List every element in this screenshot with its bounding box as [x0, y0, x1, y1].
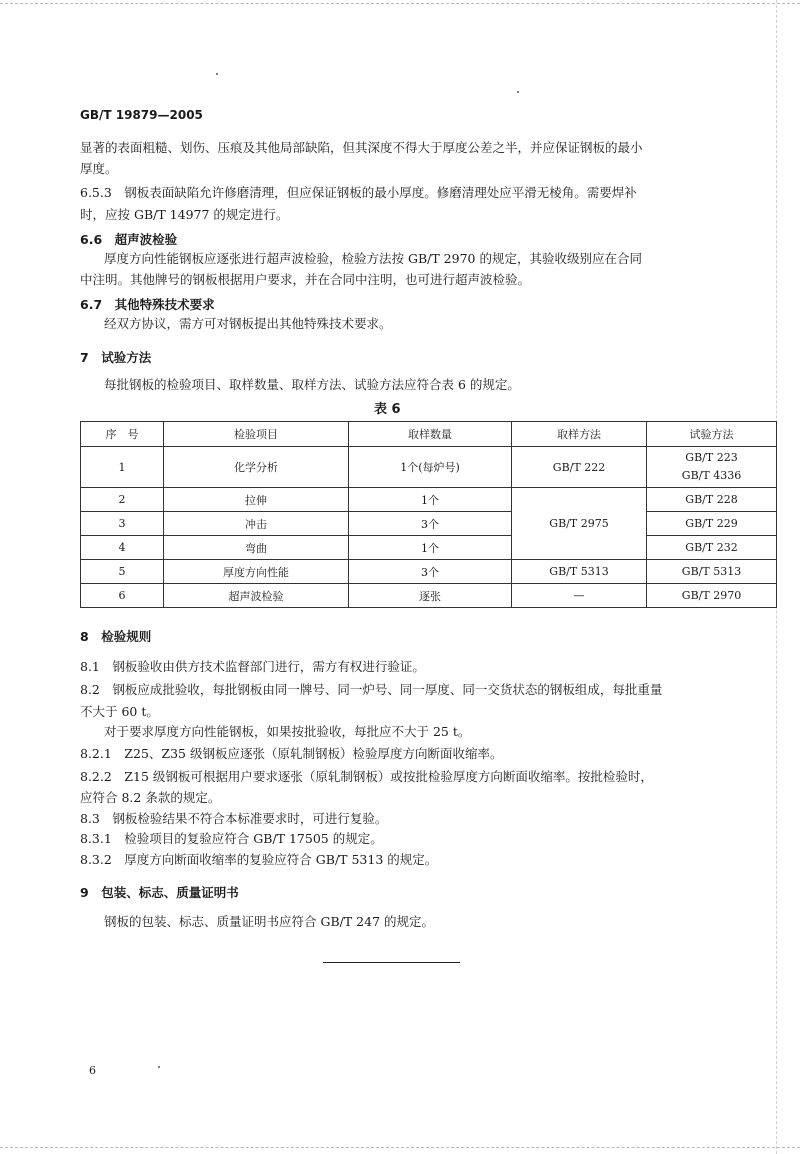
paragraph: 8.2.1 Z25、Z35 级钢板应逐张（原轧制钢板）检验厚度方向断面收缩率。 — [80, 746, 503, 761]
section-heading-8: 8 检验规则 — [80, 629, 152, 644]
column-header: 取样数量 — [349, 422, 512, 447]
column-header: 序 号 — [81, 422, 164, 447]
table-6 — [80, 421, 777, 608]
paragraph: 8.3 钢板检验结果不符合本标准要求时，可进行复验。 — [80, 811, 388, 826]
cell-item: 化学分析 — [164, 447, 349, 488]
cell-no: 5 — [81, 560, 164, 584]
cell-qty: 1个(每炉号) — [349, 447, 512, 488]
cell-qty: 逐张 — [349, 584, 512, 608]
paragraph: 钢板的包装、标志、质量证明书应符合 GB/T 247 的规定。 — [104, 914, 434, 929]
document-header: GB/T 19879—2005 — [80, 108, 203, 122]
scan-speck — [158, 1066, 160, 1068]
paragraph: 6.5.3 钢板表面缺陷允许修磨清理，但应保证钢板的最小厚度。修磨清理处应平滑无棱角。需要焊补 — [80, 185, 637, 200]
end-rule — [323, 962, 460, 963]
table-header-row — [81, 422, 777, 447]
cell-test: GB/T 5313 — [647, 560, 777, 584]
table-row — [81, 560, 777, 584]
paragraph: 中注明。其他牌号的钢板根据用户要求，并在合同中注明，也可进行超声波检验。 — [80, 272, 531, 287]
cell-test: GB/T 2970 — [647, 584, 777, 608]
cell-sampling: GB/T 5313 — [512, 560, 647, 584]
cell-sampling: GB/T 222 — [512, 447, 647, 488]
paragraph: 厚度。 — [80, 161, 118, 176]
cell-no: 1 — [81, 447, 164, 488]
cell-test — [647, 447, 777, 488]
paragraph: 显著的表面粗糙、划伤、压痕及其他局部缺陷，但其深度不得大于厚度公差之半，并应保证钢板的最小 — [80, 140, 643, 155]
section-heading-6-6: 6.6 超声波检验 — [80, 232, 178, 247]
scan-edge-bottom — [0, 1147, 800, 1148]
cell-qty: 1个 — [349, 536, 512, 560]
table-row — [81, 488, 777, 512]
cell-qty: 3个 — [349, 560, 512, 584]
paragraph: 对于要求厚度方向性能钢板，如果按批验收，每批应不大于 25 t。 — [104, 724, 471, 739]
cell-sampling: — — [512, 584, 647, 608]
cell-test-line: GB/T 223 — [685, 451, 738, 464]
paragraph: 经双方协议，需方可对钢板提出其他特殊技术要求。 — [104, 316, 392, 331]
paragraph: 应符合 8.2 条款的规定。 — [80, 790, 221, 805]
cell-item: 冲击 — [164, 512, 349, 536]
cell-test-line: GB/T 4336 — [681, 469, 742, 482]
page-number: 6 — [89, 1064, 96, 1077]
table-caption: 表 6 — [374, 402, 401, 417]
section-heading-9: 9 包装、标志、质量证明书 — [80, 885, 239, 900]
scan-edge-top — [0, 3, 800, 4]
paragraph: 8.3.2 厚度方向断面收缩率的复验应符合 GB/T 5313 的规定。 — [80, 852, 438, 867]
scan-speck — [517, 91, 519, 93]
paragraph: 不大于 60 t。 — [80, 704, 159, 719]
column-header: 检验项目 — [164, 422, 349, 447]
cell-test: GB/T 228 — [647, 488, 777, 512]
column-header: 试验方法 — [647, 422, 777, 447]
section-heading-7: 7 试验方法 — [80, 350, 152, 365]
column-header: 取样方法 — [512, 422, 647, 447]
cell-no: 2 — [81, 488, 164, 512]
paragraph: 8.1 钢板验收由供方技术监督部门进行，需方有权进行验证。 — [80, 659, 425, 674]
cell-qty: 1个 — [349, 488, 512, 512]
cell-no: 4 — [81, 536, 164, 560]
table-row — [81, 512, 777, 536]
cell-no: 6 — [81, 584, 164, 608]
scan-speck — [216, 73, 218, 75]
paragraph: 8.2 钢板应成批验收，每批钢板由同一牌号、同一炉号、同一厚度、同一交货状态的钢板组成，每批重量 — [80, 682, 663, 697]
cell-qty: 3个 — [349, 512, 512, 536]
paragraph: 时，应按 GB/T 14977 的规定进行。 — [80, 207, 289, 222]
cell-sampling: GB/T 2975 — [512, 488, 647, 560]
paragraph: 厚度方向性能钢板应逐张进行超声波检验，检验方法按 GB/T 2970 的规定，其验收级别应在合同 — [104, 251, 642, 266]
table-row — [81, 536, 777, 560]
cell-item: 拉伸 — [164, 488, 349, 512]
table-row — [81, 584, 777, 608]
section-heading-6-7: 6.7 其他特殊技术要求 — [80, 297, 215, 312]
cell-test: GB/T 229 — [647, 512, 777, 536]
paragraph: 8.3.1 检验项目的复验应符合 GB/T 17505 的规定。 — [80, 831, 383, 846]
paragraph: 8.2.2 Z15 级钢板可根据用户要求逐张（原轧制钢板）或按批检验厚度方向断面收缩率。按批检验时， — [80, 769, 653, 784]
paragraph: 每批钢板的检验项目、取样数量、取样方法、试验方法应符合表 6 的规定。 — [104, 377, 520, 392]
cell-no: 3 — [81, 512, 164, 536]
table-row — [81, 447, 777, 488]
cell-item: 超声波检验 — [164, 584, 349, 608]
cell-item: 厚度方向性能 — [164, 560, 349, 584]
cell-test: GB/T 232 — [647, 536, 777, 560]
cell-item: 弯曲 — [164, 536, 349, 560]
